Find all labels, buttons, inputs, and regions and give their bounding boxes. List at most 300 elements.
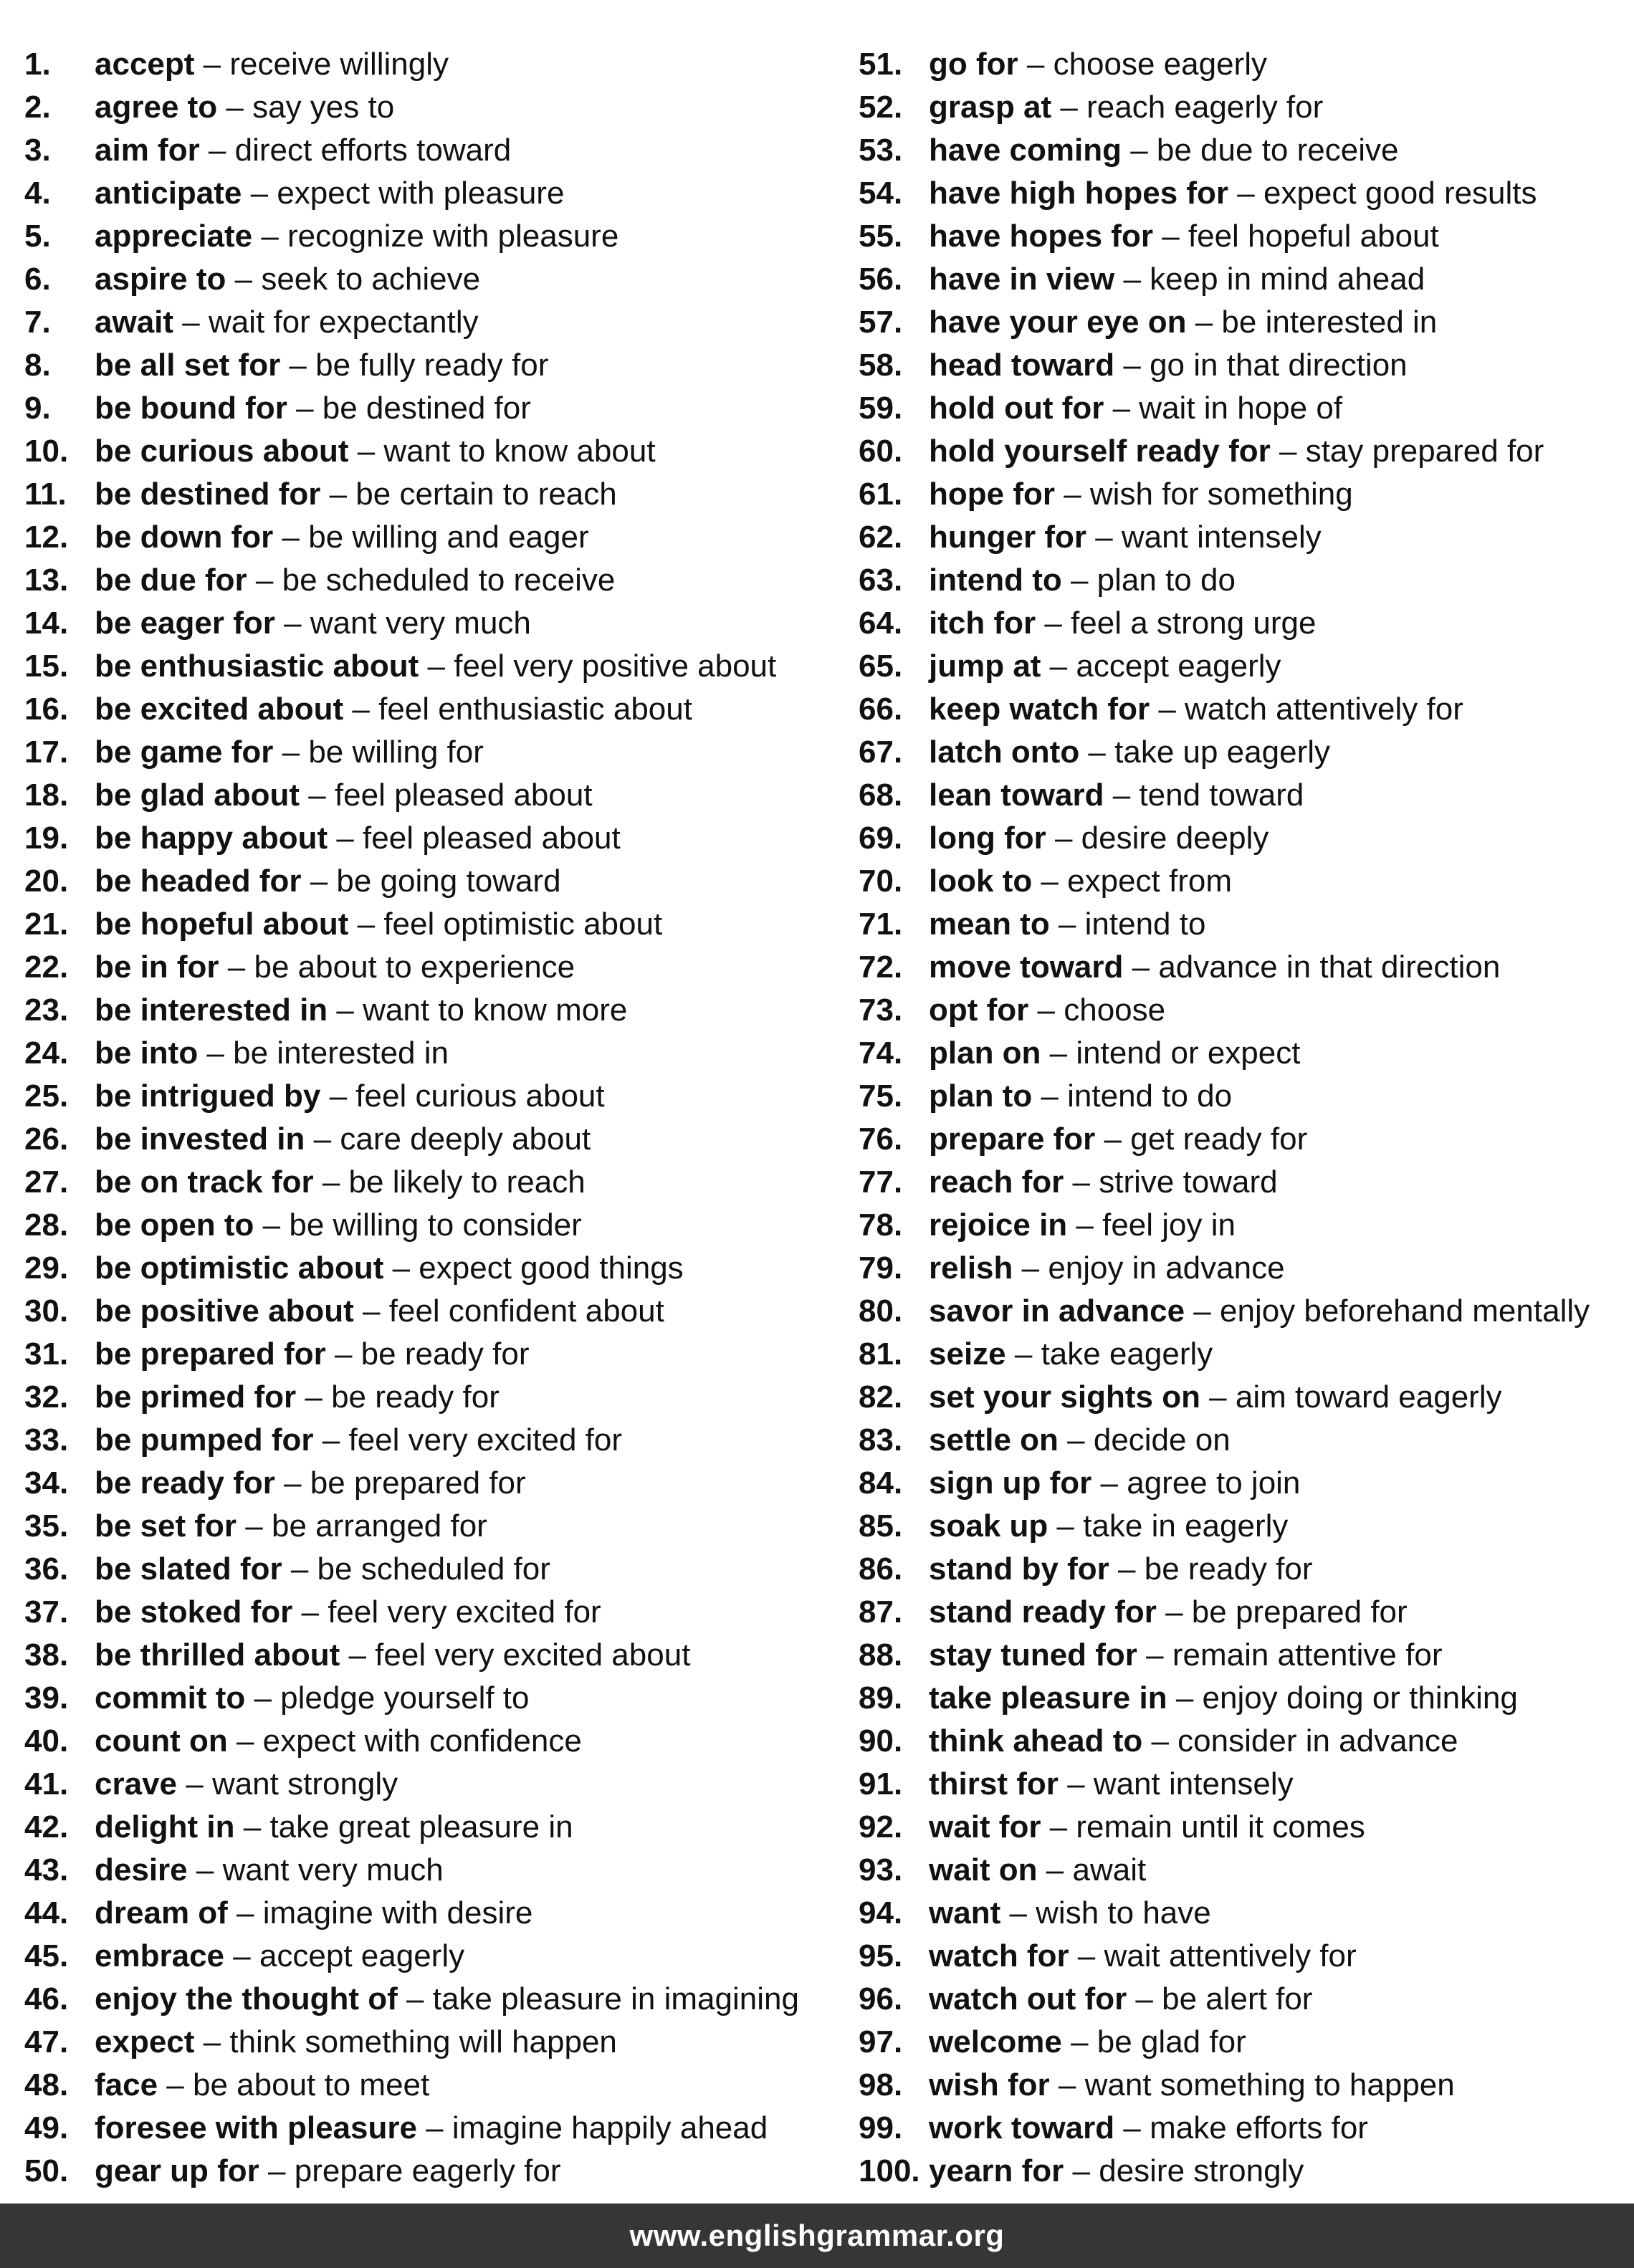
- item-number: 41.: [24, 1766, 69, 1802]
- item-term: be intrigued by: [95, 1078, 321, 1114]
- item-term: face: [95, 2067, 158, 2102]
- list-item: [24, 559, 849, 602]
- item-meaning: agree to join: [1127, 1465, 1301, 1501]
- item-separator: –: [1086, 520, 1122, 555]
- item-number: 18.: [24, 777, 69, 813]
- item-text: [929, 559, 1236, 602]
- item-term: be curious about: [95, 434, 349, 469]
- item-meaning: be destined for: [322, 391, 531, 426]
- item-separator: –: [348, 906, 384, 942]
- item-text: [929, 1978, 1312, 2021]
- item-text: [929, 645, 1281, 688]
- item-term: be optimistic about: [95, 1250, 384, 1286]
- item-number: 17.: [24, 735, 69, 770]
- item-separator: –: [217, 90, 253, 125]
- item-text: [929, 817, 1268, 860]
- item-text: [95, 1634, 690, 1677]
- item-number: 22.: [24, 949, 69, 985]
- item-meaning: enjoy doing or thinking: [1202, 1680, 1518, 1716]
- item-number: 77.: [859, 1164, 903, 1200]
- item-separator: –: [245, 1680, 281, 1716]
- item-text: [929, 258, 1425, 301]
- item-separator: –: [274, 1465, 310, 1501]
- item-separator: –: [1152, 219, 1188, 254]
- item-number: 57.: [859, 305, 903, 340]
- item-number: 2.: [24, 90, 51, 125]
- item-term: be primed for: [95, 1379, 297, 1415]
- item-text: [95, 1591, 601, 1634]
- item-separator: –: [254, 1207, 290, 1243]
- item-number: 80.: [859, 1293, 903, 1329]
- item-meaning: be willing and eager: [308, 520, 589, 555]
- item-meaning: prepare eagerly for: [294, 2153, 561, 2188]
- item-term: expect: [95, 2024, 195, 2059]
- item-meaning: feel very excited for: [348, 1422, 622, 1458]
- item-meaning: want very much: [310, 606, 531, 641]
- item-text: [95, 516, 589, 559]
- item-meaning: intend or expect: [1076, 1035, 1301, 1071]
- item-text: [95, 2021, 617, 2064]
- item-meaning: plan to do: [1096, 563, 1236, 598]
- item-meaning: expect with confidence: [262, 1723, 582, 1759]
- item-term: mean to: [929, 906, 1050, 942]
- item-meaning: wait for expectantly: [208, 305, 479, 340]
- item-text: [929, 387, 1342, 430]
- item-number: 47.: [24, 2024, 69, 2059]
- list-item: [859, 387, 1633, 430]
- item-term: be destined for: [95, 477, 321, 512]
- item-separator: –: [343, 692, 379, 727]
- item-term: hold yourself ready for: [929, 434, 1271, 469]
- item-separator: –: [328, 992, 363, 1028]
- item-term: lean toward: [929, 777, 1104, 813]
- item-number: 85.: [859, 1508, 903, 1544]
- list-item: [859, 2150, 1633, 2193]
- item-term: stay tuned for: [929, 1637, 1137, 1673]
- item-term: be stoked for: [95, 1594, 293, 1630]
- item-text: [929, 473, 1353, 516]
- item-text: [95, 1720, 582, 1763]
- list-item: [859, 1376, 1633, 1419]
- item-term: have hopes for: [929, 219, 1153, 254]
- item-separator: –: [1069, 1938, 1104, 1973]
- item-text: [95, 1333, 529, 1376]
- item-separator: –: [1041, 649, 1076, 684]
- item-separator: –: [177, 1766, 212, 1802]
- list-item: [24, 1634, 849, 1677]
- item-text: [95, 1548, 550, 1591]
- item-meaning: be about to experience: [254, 949, 575, 985]
- list-item: [859, 258, 1633, 301]
- item-text: [95, 559, 615, 602]
- list-item: [24, 2107, 849, 2150]
- item-term: be all set for: [95, 348, 281, 383]
- item-term: opt for: [929, 992, 1029, 1028]
- list-item: [24, 430, 849, 473]
- item-number: 73.: [859, 992, 903, 1028]
- item-separator: –: [1137, 1637, 1172, 1673]
- item-term: sign up for: [929, 1465, 1092, 1501]
- item-meaning: enjoy in advance: [1048, 1250, 1285, 1286]
- item-separator: –: [383, 1250, 419, 1286]
- list-item: [859, 172, 1633, 215]
- list-item: [859, 2107, 1633, 2150]
- item-separator: –: [1046, 820, 1081, 856]
- item-separator: –: [1054, 477, 1090, 512]
- list-item: [24, 1849, 849, 1892]
- item-term: watch for: [929, 1938, 1069, 1973]
- item-term: reach for: [929, 1164, 1064, 1200]
- item-text: [95, 1806, 573, 1849]
- item-separator: –: [1104, 777, 1140, 813]
- list-item: [859, 473, 1633, 516]
- item-term: wish for: [929, 2067, 1050, 2102]
- item-separator: –: [419, 649, 454, 684]
- item-number: 76.: [859, 1121, 903, 1157]
- item-term: agree to: [95, 90, 218, 125]
- item-meaning: remain until it comes: [1076, 1809, 1365, 1844]
- item-number: 48.: [24, 2067, 69, 2102]
- item-term: intend to: [929, 563, 1062, 598]
- item-number: 11.: [24, 477, 67, 512]
- item-number: 33.: [24, 1422, 69, 1458]
- item-term: embrace: [95, 1938, 225, 1973]
- item-meaning: be interested in: [233, 1035, 449, 1071]
- item-separator: –: [340, 1637, 376, 1673]
- item-meaning: feel pleased about: [363, 820, 621, 856]
- item-meaning: be ready for: [331, 1379, 500, 1415]
- item-term: think ahead to: [929, 1723, 1143, 1759]
- item-term: relish: [929, 1250, 1013, 1286]
- item-number: 78.: [859, 1207, 903, 1243]
- list-item: [24, 129, 849, 172]
- item-meaning: imagine with desire: [262, 1895, 533, 1930]
- word-list-right-column: [859, 43, 1633, 2193]
- item-term: want: [929, 1895, 1001, 1930]
- item-meaning: wish for something: [1089, 477, 1353, 512]
- item-meaning: strive toward: [1099, 1164, 1278, 1200]
- item-number: 87.: [859, 1594, 903, 1630]
- item-term: thirst for: [929, 1766, 1059, 1802]
- item-separator: –: [1061, 2024, 1097, 2059]
- item-meaning: want intensely: [1121, 520, 1322, 555]
- item-meaning: direct efforts toward: [234, 133, 512, 168]
- list-item: [24, 1075, 849, 1118]
- item-meaning: wait attentively for: [1104, 1938, 1357, 1973]
- item-meaning: be interested in: [1221, 305, 1438, 340]
- item-text: [95, 817, 621, 860]
- item-text: [929, 1677, 1518, 1720]
- item-text: [929, 602, 1316, 645]
- item-text: [929, 215, 1439, 258]
- item-meaning: desire deeply: [1081, 820, 1269, 856]
- item-separator: –: [1049, 2067, 1085, 2102]
- item-term: prepare for: [929, 1121, 1096, 1157]
- item-meaning: be alert for: [1162, 1981, 1313, 2016]
- item-separator: –: [1013, 1250, 1048, 1286]
- item-text: [95, 1376, 500, 1419]
- item-text: [929, 1161, 1278, 1204]
- item-term: crave: [95, 1766, 178, 1802]
- item-meaning: pledge yourself to: [280, 1680, 530, 1716]
- item-separator: –: [1109, 1551, 1145, 1587]
- item-number: 44.: [24, 1895, 69, 1930]
- word-list-left-column: [24, 43, 849, 2193]
- item-meaning: feel curious about: [355, 1078, 605, 1114]
- list-item: [24, 1032, 849, 1075]
- item-number: 43.: [24, 1852, 69, 1887]
- item-number: 90.: [859, 1723, 903, 1759]
- item-text: [95, 946, 575, 989]
- item-meaning: desire strongly: [1099, 2153, 1304, 2188]
- item-term: keep watch for: [929, 692, 1150, 727]
- item-separator: –: [292, 1594, 328, 1630]
- item-text: [95, 602, 531, 645]
- item-separator: –: [1150, 692, 1185, 727]
- item-text: [929, 1505, 1288, 1548]
- item-meaning: expect good things: [419, 1250, 684, 1286]
- item-text: [929, 344, 1408, 387]
- item-term: gear up for: [95, 2153, 259, 2188]
- item-separator: –: [1058, 1422, 1094, 1458]
- item-separator: –: [353, 1293, 389, 1329]
- list-item: [24, 817, 849, 860]
- item-number: 98.: [859, 2067, 903, 2102]
- item-meaning: recognize with pleasure: [287, 219, 619, 254]
- item-meaning: wait in hope of: [1139, 391, 1343, 426]
- footer-bar: [0, 2204, 1634, 2268]
- item-text: [95, 1118, 591, 1161]
- item-separator: –: [1049, 906, 1085, 942]
- list-item: [24, 602, 849, 645]
- item-number: 49.: [24, 2110, 69, 2145]
- item-number: 31.: [24, 1336, 69, 1372]
- list-item: [24, 301, 849, 344]
- item-term: aspire to: [95, 262, 226, 297]
- list-item: [24, 86, 849, 129]
- item-term: jump at: [929, 649, 1041, 684]
- item-meaning: want intensely: [1093, 1766, 1294, 1802]
- item-term: wait for: [929, 1809, 1041, 1844]
- item-number: 89.: [859, 1680, 903, 1716]
- item-meaning: receive willingly: [229, 47, 449, 82]
- item-separator: –: [198, 1035, 234, 1071]
- item-term: commit to: [95, 1680, 246, 1716]
- list-item: [859, 1032, 1633, 1075]
- item-separator: –: [1121, 133, 1157, 168]
- item-term: have high hopes for: [929, 176, 1229, 211]
- item-meaning: feel confident about: [388, 1293, 664, 1329]
- item-term: work toward: [929, 2110, 1115, 2145]
- item-meaning: be willing to consider: [289, 1207, 582, 1243]
- item-term: grasp at: [929, 90, 1052, 125]
- item-term: latch onto: [929, 735, 1080, 770]
- list-item: [859, 860, 1633, 903]
- item-separator: –: [313, 1164, 349, 1200]
- item-term: have coming: [929, 133, 1122, 168]
- item-separator: –: [282, 1551, 317, 1587]
- item-separator: –: [1104, 391, 1140, 426]
- item-separator: –: [1114, 2110, 1150, 2145]
- item-text: [929, 172, 1537, 215]
- item-separator: –: [1185, 1293, 1220, 1329]
- item-term: dream of: [95, 1895, 228, 1930]
- item-text: [95, 1032, 449, 1075]
- item-meaning: expect from: [1067, 863, 1232, 899]
- item-number: 95.: [859, 1938, 903, 1973]
- list-item: [859, 731, 1633, 774]
- list-item: [859, 774, 1633, 817]
- item-number: 50.: [24, 2153, 69, 2188]
- list-item: [24, 1591, 849, 1634]
- item-text: [929, 1419, 1231, 1462]
- item-term: be open to: [95, 1207, 254, 1243]
- item-text: [95, 301, 479, 344]
- item-number: 82.: [859, 1379, 903, 1415]
- item-number: 100.: [859, 2153, 920, 2188]
- item-term: be on track for: [95, 1164, 314, 1200]
- item-text: [95, 1892, 532, 1935]
- item-meaning: be ready for: [1144, 1551, 1313, 1587]
- list-item: [24, 1505, 849, 1548]
- item-meaning: stay prepared for: [1305, 434, 1544, 469]
- item-separator: –: [247, 563, 282, 598]
- item-number: 64.: [859, 606, 903, 641]
- item-number: 86.: [859, 1551, 903, 1587]
- list-item: [859, 2064, 1633, 2107]
- item-meaning: accept eagerly: [259, 1938, 465, 1973]
- item-meaning: feel very positive about: [454, 649, 777, 684]
- item-separator: –: [1051, 90, 1087, 125]
- item-number: 35.: [24, 1508, 69, 1544]
- item-text: [95, 430, 656, 473]
- item-number: 94.: [859, 1895, 903, 1930]
- item-separator: –: [1123, 949, 1159, 985]
- item-separator: –: [1041, 1809, 1076, 1844]
- item-term: hope for: [929, 477, 1055, 512]
- item-number: 60.: [859, 434, 903, 469]
- item-term: enjoy the thought of: [95, 1981, 398, 2016]
- item-term: be down for: [95, 520, 274, 555]
- item-text: [95, 215, 618, 258]
- item-separator: –: [1064, 2153, 1099, 2188]
- item-number: 45.: [24, 1938, 69, 1973]
- item-text: [929, 2021, 1246, 2064]
- item-separator: –: [259, 2153, 295, 2188]
- item-number: 14.: [24, 606, 69, 641]
- item-meaning: intend to do: [1067, 1078, 1233, 1114]
- item-text: [95, 774, 593, 817]
- item-separator: –: [236, 1508, 272, 1544]
- list-item: [859, 516, 1633, 559]
- item-separator: –: [194, 2024, 230, 2059]
- item-number: 12.: [24, 520, 69, 555]
- list-item: [859, 2021, 1633, 2064]
- item-text: [929, 1032, 1300, 1075]
- item-text: [95, 344, 548, 387]
- footer-url: www.englishgrammar.org: [629, 2219, 1005, 2252]
- item-meaning: reach eagerly for: [1086, 90, 1324, 125]
- item-separator: –: [226, 262, 262, 297]
- item-number: 91.: [859, 1766, 903, 1802]
- list-item: [859, 1591, 1633, 1634]
- list-item: [24, 1763, 849, 1806]
- list-item: [24, 344, 849, 387]
- item-meaning: think something will happen: [229, 2024, 617, 2059]
- item-meaning: feel very excited about: [375, 1637, 691, 1673]
- item-term: be slated for: [95, 1551, 282, 1587]
- item-number: 5.: [24, 219, 51, 254]
- item-text: [929, 1849, 1146, 1892]
- item-term: watch out for: [929, 1981, 1127, 2016]
- list-item: [859, 1720, 1633, 1763]
- item-number: 46.: [24, 1981, 69, 2016]
- item-separator: –: [1036, 606, 1071, 641]
- item-separator: –: [224, 1938, 259, 1973]
- item-separator: –: [1018, 47, 1054, 82]
- item-meaning: want very much: [222, 1852, 444, 1887]
- item-text: [929, 1763, 1294, 1806]
- item-text: [929, 516, 1322, 559]
- item-term: settle on: [929, 1422, 1059, 1458]
- list-item: [859, 129, 1633, 172]
- item-separator: –: [1270, 434, 1306, 469]
- item-number: 55.: [859, 219, 903, 254]
- list-item: [859, 1247, 1633, 1290]
- item-meaning: watch attentively for: [1185, 692, 1463, 727]
- item-meaning: intend to: [1084, 906, 1206, 942]
- list-item: [24, 387, 849, 430]
- item-number: 21.: [24, 906, 69, 942]
- list-item: [859, 903, 1633, 946]
- item-separator: –: [274, 606, 310, 641]
- item-term: savor in advance: [929, 1293, 1185, 1329]
- list-item: [24, 1978, 849, 2021]
- item-term: set your sights on: [929, 1379, 1200, 1415]
- item-number: 28.: [24, 1207, 69, 1243]
- item-meaning: be likely to reach: [348, 1164, 586, 1200]
- item-text: [95, 1290, 664, 1333]
- item-separator: –: [1200, 1379, 1236, 1415]
- item-separator: –: [1095, 1121, 1131, 1157]
- item-number: 53.: [859, 133, 903, 168]
- list-item: [859, 1075, 1633, 1118]
- item-text: [929, 43, 1267, 86]
- item-number: 51.: [859, 47, 903, 82]
- item-number: 24.: [24, 1035, 69, 1071]
- item-separator: –: [1032, 1078, 1068, 1114]
- list-item: [859, 1161, 1633, 1204]
- item-text: [95, 688, 692, 731]
- item-separator: –: [227, 1723, 263, 1759]
- item-separator: –: [1156, 1594, 1192, 1630]
- item-separator: –: [1127, 1981, 1162, 2016]
- item-term: be bound for: [95, 391, 287, 426]
- item-separator: –: [187, 1852, 223, 1887]
- item-term: accept: [95, 47, 195, 82]
- list-item: [24, 731, 849, 774]
- item-text: [929, 1333, 1213, 1376]
- item-number: 19.: [24, 820, 69, 856]
- item-term: go for: [929, 47, 1018, 82]
- item-term: soak up: [929, 1508, 1048, 1544]
- item-meaning: be going toward: [336, 863, 561, 899]
- item-text: [929, 1204, 1236, 1247]
- item-term: seize: [929, 1336, 1006, 1372]
- list-item: [859, 946, 1633, 989]
- item-number: 65.: [859, 649, 903, 684]
- item-meaning: expect with pleasure: [277, 176, 565, 211]
